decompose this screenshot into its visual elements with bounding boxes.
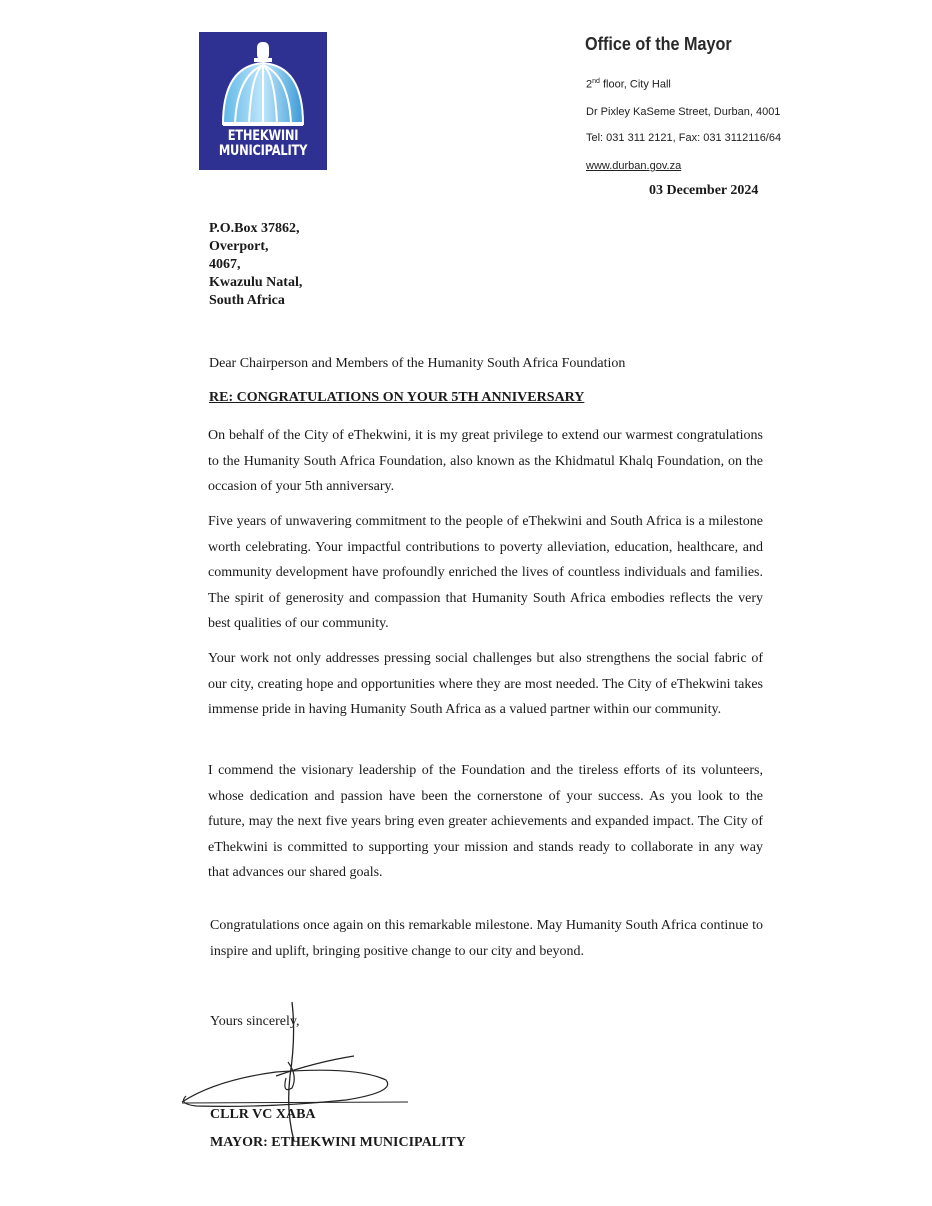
subject-line: RE: CONGRATULATIONS ON YOUR 5TH ANNIVERSARY	[209, 390, 585, 405]
body-paragraph: Five years of unwavering commitment to the people of eThekwini and South Africa is a milestone worth celebrating. Your impactful contributions to poverty alleviation, education, healthcare, and community development have profoundly enriched the lives of countless individuals and families. The spirit of generosity and compassion that Humanity South Africa embodies reflects the very best qualities of our community.	[208, 514, 763, 631]
signature-image	[176, 996, 416, 1146]
body-paragraph: Your work not only addresses pressing social challenges but also strengthens the social fabric of our city, creating hope and opportunities where they are most needed. The City of eThekwini takes immense pride in having Humanity South Africa as a valued partner within our community.	[208, 651, 763, 717]
logo-text-line1: ETHEKWINI	[227, 128, 299, 144]
body-paragraph: On behalf of the City of eThekwini, it is my great privilege to extend our warmest congratulations to the Humanity South Africa Foundation, also known as the Khidmatul Khalq Foundation, on the occasion of your 5th anniversary.	[208, 428, 763, 494]
address-phone: Tel: 031 311 2121, Fax: 031 3112116/64	[586, 132, 782, 144]
recipient-address	[209, 220, 302, 310]
address-street: Dr Pixley KaSeme Street, Durban, 4001	[586, 106, 781, 118]
body-paragraph: I commend the visionary leadership of the Foundation and the tireless efforts of its volunteers, whose dedication and passion have been the cornerstone of your success. As you look to the future, may the next five years bring even greater achievements and expanded impact. The City of eThekwini is committed to supporting your mission and stands ready to collaborate in any way that advances our shared goals.	[208, 763, 763, 880]
closing: Yours sincerely,	[210, 1014, 300, 1029]
letter-date: 03 December 2024	[649, 183, 759, 198]
office-title: Office of the Mayor	[585, 34, 732, 54]
salutation: Dear Chairperson and Members of the Humanity South Africa Foundation	[209, 356, 626, 371]
address-floor	[586, 78, 671, 91]
address-line: Overport,	[209, 239, 269, 254]
logo-text-line2: MUNICIPALITY	[218, 143, 308, 159]
body-paragraph: Congratulations once again on this remarkable milestone. May Humanity South Africa continue to inspire and uplift, bringing positive change to our city and beyond.	[210, 918, 763, 959]
address-line: South Africa	[209, 293, 285, 308]
address-floor-text: floor, City Hall	[599, 78, 671, 91]
website-link[interactable]: www.durban.gov.za	[586, 160, 682, 172]
signer-name: CLLR VC XABA	[210, 1107, 316, 1122]
address-line: P.O.Box 37862,	[209, 221, 300, 236]
address-line: 4067,	[209, 257, 241, 272]
address-line: Kwazulu Natal,	[209, 275, 303, 290]
address-floor-suffix: nd	[592, 78, 600, 85]
municipality-logo	[199, 32, 327, 170]
address-floor-number: 2	[586, 78, 593, 91]
signer-title: MAYOR: ETHEKWINI MUNICIPALITY	[210, 1135, 466, 1150]
